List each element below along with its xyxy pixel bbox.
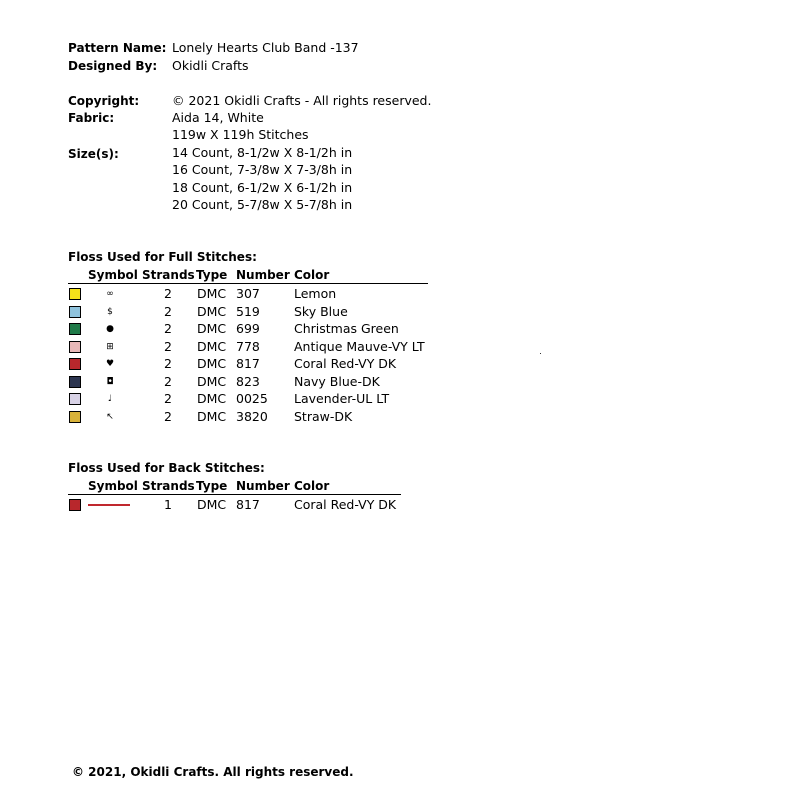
color-swatch	[69, 341, 81, 353]
color-swatch	[69, 411, 81, 423]
floss-row	[0, 305, 800, 322]
back-stitches-header-rule	[68, 494, 401, 495]
color-name-value: Antique Mauve-VY LT	[294, 338, 425, 354]
size-20-count: 20 Count, 5-7/8w X 5-7/8h in	[172, 197, 353, 212]
designed-by-label: Designed By:	[68, 59, 158, 73]
sizes-label: Size(s):	[68, 147, 119, 161]
number-value: 778	[236, 338, 260, 354]
stitch-symbol-icon: ♩	[107, 394, 113, 404]
floss-row	[0, 322, 800, 339]
col-strands-header: Strands	[142, 268, 195, 282]
fabric-stitch-count: 119w X 119h Stitches	[172, 127, 309, 142]
type-value: DMC	[197, 338, 227, 354]
floss-row	[0, 375, 800, 392]
strands-value: 1	[164, 497, 172, 512]
fabric-type: Aida 14, White	[172, 110, 264, 125]
pattern-name-label: Pattern Name:	[68, 41, 167, 55]
type-value: DMC	[197, 321, 227, 336]
color-swatch	[69, 358, 81, 370]
type-value: DMC	[197, 373, 227, 389]
color-swatch	[69, 376, 81, 388]
number-value: 519	[236, 303, 260, 319]
stray-dot	[540, 353, 541, 354]
full-stitches-title: Floss Used for Full Stitches:	[68, 250, 257, 264]
pattern-name: Lonely Hearts Club Band -137	[172, 40, 359, 55]
number-value: 823	[236, 373, 260, 389]
color-name-value: Straw-DK	[294, 408, 353, 424]
stitch-symbol-icon: ◘	[106, 376, 114, 387]
designed-by: Okidli Crafts	[172, 58, 249, 73]
col-type-header: Type	[196, 268, 228, 282]
bs-col-type-header: Type	[196, 479, 228, 493]
color-name-value: Lemon	[294, 286, 337, 301]
color-name-value: Coral Red-VY DK	[294, 356, 397, 371]
size-18-count: 18 Count, 6-1/2w X 6-1/2h in	[172, 180, 353, 195]
col-symbol-header: Symbol	[88, 268, 138, 282]
bs-col-number-header: Number	[236, 479, 290, 493]
floss-row	[0, 340, 800, 357]
col-number-header: Number	[236, 268, 290, 282]
color-name-value: Coral Red-VY DK	[294, 497, 397, 512]
fabric-label: Fabric:	[68, 111, 115, 125]
stitch-symbol-icon: $	[107, 306, 113, 317]
footer-copyright: © 2021, Okidli Crafts. All rights reserved.	[72, 765, 354, 779]
floss-row	[0, 357, 800, 374]
full-stitches-header-rule	[68, 283, 428, 284]
type-value: DMC	[197, 497, 227, 512]
bs-col-symbol-header: Symbol	[88, 479, 138, 493]
stitch-symbol-icon: ♥	[105, 359, 115, 369]
color-swatch	[69, 499, 81, 511]
back-stitches-title: Floss Used for Back Stitches:	[68, 461, 265, 475]
type-value: DMC	[197, 391, 227, 406]
color-name-value: Lavender-UL LT	[294, 391, 390, 406]
type-value: DMC	[197, 286, 227, 301]
bs-col-strands-header: Strands	[142, 479, 195, 493]
bs-col-color-header: Color	[294, 479, 330, 493]
color-name-value: Christmas Green	[294, 321, 399, 336]
color-name-value: Navy Blue-DK	[294, 373, 380, 389]
strands-value: 2	[164, 373, 172, 389]
floss-row	[0, 287, 800, 304]
number-value: 307	[236, 286, 260, 301]
copyright-label: Copyright:	[68, 94, 140, 108]
color-swatch	[69, 323, 81, 335]
number-value: 817	[236, 497, 260, 512]
strands-value: 2	[164, 408, 172, 424]
number-value: 0025	[236, 391, 268, 406]
size-16-count: 16 Count, 7-3/8w X 7-3/8h in	[172, 162, 353, 177]
backstitch-row	[0, 498, 800, 515]
color-swatch	[69, 393, 81, 405]
strands-value: 2	[164, 338, 172, 354]
type-value: DMC	[197, 408, 227, 424]
color-swatch	[69, 306, 81, 318]
stitch-symbol-icon: ↖	[106, 411, 114, 422]
color-swatch	[69, 288, 81, 300]
copyright-text: © 2021 Okidli Crafts - All rights reserved.	[172, 93, 432, 108]
color-name-value: Sky Blue	[294, 303, 348, 319]
number-value: 817	[236, 356, 260, 371]
number-value: 699	[236, 321, 260, 336]
type-value: DMC	[197, 303, 227, 319]
stitch-symbol-icon: ⊞	[106, 341, 114, 352]
stitch-symbol-icon: ∞	[106, 289, 114, 299]
strands-value: 2	[164, 286, 172, 301]
floss-row	[0, 410, 800, 427]
strands-value: 2	[164, 321, 172, 336]
stitch-symbol-icon: ●	[106, 324, 114, 334]
size-14-count: 14 Count, 8-1/2w X 8-1/2h in	[172, 145, 353, 160]
floss-row	[0, 392, 800, 409]
type-value: DMC	[197, 356, 227, 371]
strands-value: 2	[164, 391, 172, 406]
backstitch-line-icon	[88, 504, 130, 506]
number-value: 3820	[236, 408, 268, 424]
strands-value: 2	[164, 303, 172, 319]
strands-value: 2	[164, 356, 172, 371]
col-color-header: Color	[294, 268, 330, 282]
